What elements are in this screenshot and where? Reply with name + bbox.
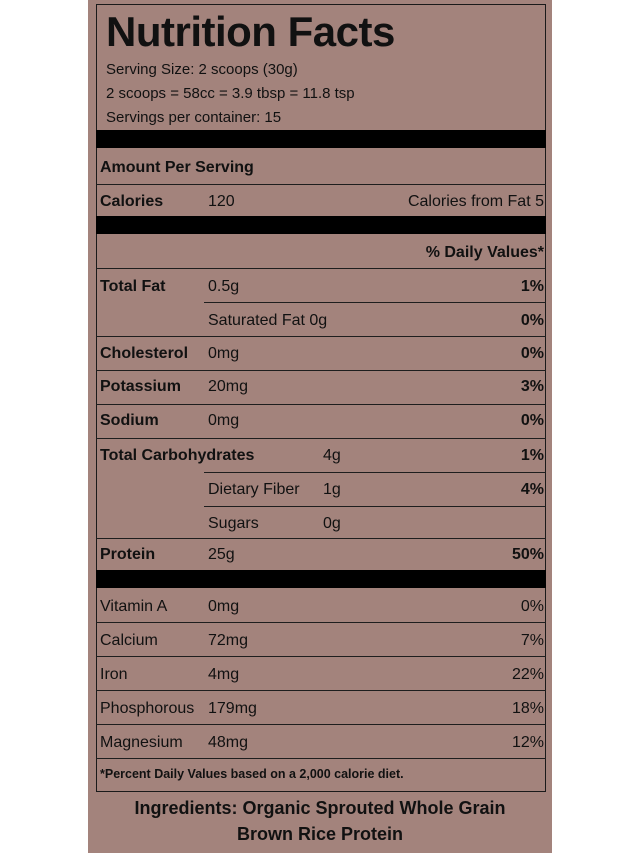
total-fat-amount: 0.5g	[208, 278, 240, 295]
divider	[96, 336, 546, 337]
protein-label: Protein	[100, 546, 156, 563]
ingredients-line-1: Ingredients: Organic Sprouted Whole Grain	[134, 798, 506, 818]
protein-amount: 25g	[208, 546, 235, 563]
saturated-fat-dv: 0%	[520, 312, 544, 329]
divider	[96, 724, 546, 725]
phosphorous-amount: 179mg	[208, 700, 257, 717]
total-carbs-amount: 4g	[323, 447, 341, 464]
divider	[204, 506, 546, 507]
vitamin-a-label: Vitamin A	[100, 598, 168, 615]
divider	[204, 472, 546, 473]
ingredients-line-2: Brown Rice Protein	[236, 824, 404, 844]
vitamin-a-amount: 0mg	[208, 598, 240, 615]
daily-value-footnote: *Percent Daily Values based on a 2,000 calorie diet.	[100, 767, 404, 781]
iron-amount: 4mg	[208, 666, 240, 683]
magnesium-label: Magnesium	[100, 734, 183, 751]
divider	[96, 438, 546, 439]
potassium-dv: 3%	[520, 378, 544, 395]
calories-from-fat: Calories from Fat 5	[407, 193, 544, 210]
iron-dv: 22%	[511, 666, 544, 683]
amount-per-serving: Amount Per Serving	[100, 159, 254, 176]
divider	[96, 690, 546, 691]
daily-values-header: % Daily Values*	[425, 244, 544, 261]
phosphorous-label: Phosphorous	[100, 700, 195, 717]
cholesterol-amount: 0mg	[208, 345, 240, 362]
calcium-dv: 7%	[520, 632, 544, 649]
divider	[96, 656, 546, 657]
sodium-amount: 0mg	[208, 412, 240, 429]
calcium-label: Calcium	[100, 632, 158, 649]
divider	[96, 268, 546, 269]
divider	[96, 370, 546, 371]
phosphorous-dv: 18%	[511, 700, 544, 717]
sodium-label: Sodium	[100, 412, 159, 429]
divider	[96, 758, 546, 759]
divider	[96, 622, 546, 623]
calories-label: Calories	[100, 193, 164, 210]
divider	[96, 404, 546, 405]
dietary-fiber-amount: 1g	[323, 481, 341, 498]
calcium-amount: 72mg	[208, 632, 249, 649]
vitamin-a-dv: 0%	[520, 598, 544, 615]
sugars-amount: 0g	[323, 515, 341, 532]
cholesterol-dv: 0%	[520, 345, 544, 362]
serving-equivalent: 2 scoops = 58cc = 3.9 tbsp = 11.8 tsp	[106, 85, 355, 102]
magnesium-dv: 12%	[511, 734, 544, 751]
serving-size: Serving Size: 2 scoops (30g)	[106, 61, 298, 78]
divider	[204, 302, 546, 303]
magnesium-amount: 48mg	[208, 734, 249, 751]
saturated-fat-label: Saturated Fat 0g	[208, 312, 328, 329]
calories-value: 120	[208, 193, 235, 210]
total-fat-dv: 1%	[520, 278, 544, 295]
divider	[96, 538, 546, 539]
protein-dv: 50%	[511, 546, 544, 563]
potassium-label: Potassium	[100, 378, 181, 395]
total-carbs-label: Total Carbohydrates	[100, 447, 255, 464]
divider	[96, 184, 546, 185]
sugars-label: Sugars	[208, 515, 259, 532]
potassium-amount: 20mg	[208, 378, 249, 395]
iron-label: Iron	[100, 666, 128, 683]
total-carbs-dv: 1%	[520, 447, 544, 464]
servings-per-container: Servings per container: 15	[106, 109, 282, 126]
label-title: Nutrition Facts	[106, 8, 395, 55]
dietary-fiber-label: Dietary Fiber	[208, 481, 300, 498]
thick-divider	[96, 570, 546, 588]
dietary-fiber-dv: 4%	[520, 481, 544, 498]
thick-divider	[96, 130, 546, 148]
thick-divider	[96, 216, 546, 234]
sodium-dv: 0%	[520, 412, 544, 429]
cholesterol-label: Cholesterol	[100, 345, 189, 362]
total-fat-label: Total Fat	[100, 278, 166, 295]
